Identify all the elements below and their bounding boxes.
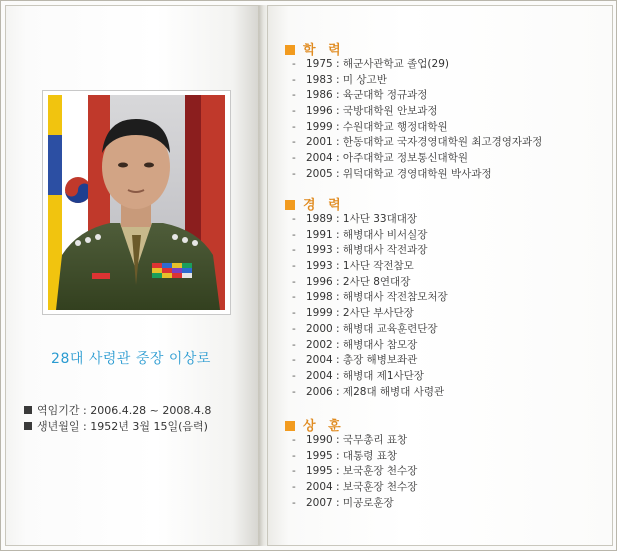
list-item: - 1995 : 대통령 표창 <box>292 449 397 462</box>
list-item: - 1993 : 해병대사 작전과장 <box>292 244 428 257</box>
list-item: - 2002 : 해병대사 참모장 <box>292 338 418 351</box>
list-item: - 2001 : 한동대학교 국자경영대학원 최고경영자과정 <box>292 136 543 149</box>
career-heading <box>285 194 345 213</box>
career-list <box>292 212 448 400</box>
education-list <box>292 57 542 183</box>
list-item: - 1995 : 보국훈장 천수장 <box>292 465 418 478</box>
list-item: - 2007 : 미공로훈장 <box>292 496 394 509</box>
term-text: 역임기간 : 2006.4.28 ~ 2008.4.8 <box>37 404 212 417</box>
list-item: - 1975 : 해군사관학교 졸업(29) <box>292 58 449 70</box>
awards-list <box>292 433 417 511</box>
birth-line <box>24 418 208 434</box>
list-item: - 1998 : 해병대사 작전참모처장 <box>292 291 448 304</box>
portrait-illustration <box>48 95 225 310</box>
education-title: 학 력 <box>303 43 345 58</box>
awards-title: 상 훈 <box>303 419 345 434</box>
list-item: - 2004 : 아주대학교 정보통신대학원 <box>292 152 468 165</box>
awards-heading <box>285 415 345 434</box>
career-title: 경 력 <box>303 198 345 213</box>
list-item: - 1996 : 국방대학원 안보과정 <box>292 105 438 118</box>
list-item: - 2004 : 총장 해병보좌관 <box>292 354 418 367</box>
education-heading <box>285 39 345 58</box>
term-line <box>24 402 211 418</box>
orange-square-icon <box>285 421 295 431</box>
orange-square-icon <box>285 200 295 210</box>
list-item: - 1999 : 2사단 부사단장 <box>292 307 414 320</box>
list-item: - 1991 : 해병대사 비서실장 <box>292 228 428 241</box>
list-item: - 2004 : 해병대 제1사단장 <box>292 369 424 382</box>
list-item: - 1999 : 수원대학교 행정대학원 <box>292 120 448 133</box>
portrait-frame <box>42 90 231 315</box>
birth-text: 생년월일 : 1952년 3월 15일(음력) <box>37 420 208 433</box>
list-item: - 1986 : 육군대학 정규과정 <box>292 89 428 102</box>
list-item: - 2004 : 보국훈장 천수장 <box>292 481 418 494</box>
list-item: - 2006 : 제28대 해병대 사령관 <box>292 385 445 398</box>
list-item: - 1983 : 미 상고반 <box>292 73 387 86</box>
list-item: - 1990 : 국무총리 표창 <box>292 434 408 446</box>
list-item: - 1993 : 1사단 작전참모 <box>292 260 414 273</box>
list-item: - 2000 : 해병대 교육훈련단장 <box>292 322 438 335</box>
orange-square-icon <box>285 45 295 55</box>
list-item: - 2005 : 위덕대학교 경영대학원 박사과정 <box>292 167 492 180</box>
bullet-square-icon <box>24 406 32 414</box>
list-item: - 1989 : 1사단 33대대장 <box>292 213 418 225</box>
portrait-photo <box>48 95 225 310</box>
profile-caption: 28대 사령관 중장 이상로 <box>51 351 211 367</box>
list-item: - 1996 : 2사단 8연대장 <box>292 275 411 288</box>
bullet-square-icon <box>24 422 32 430</box>
